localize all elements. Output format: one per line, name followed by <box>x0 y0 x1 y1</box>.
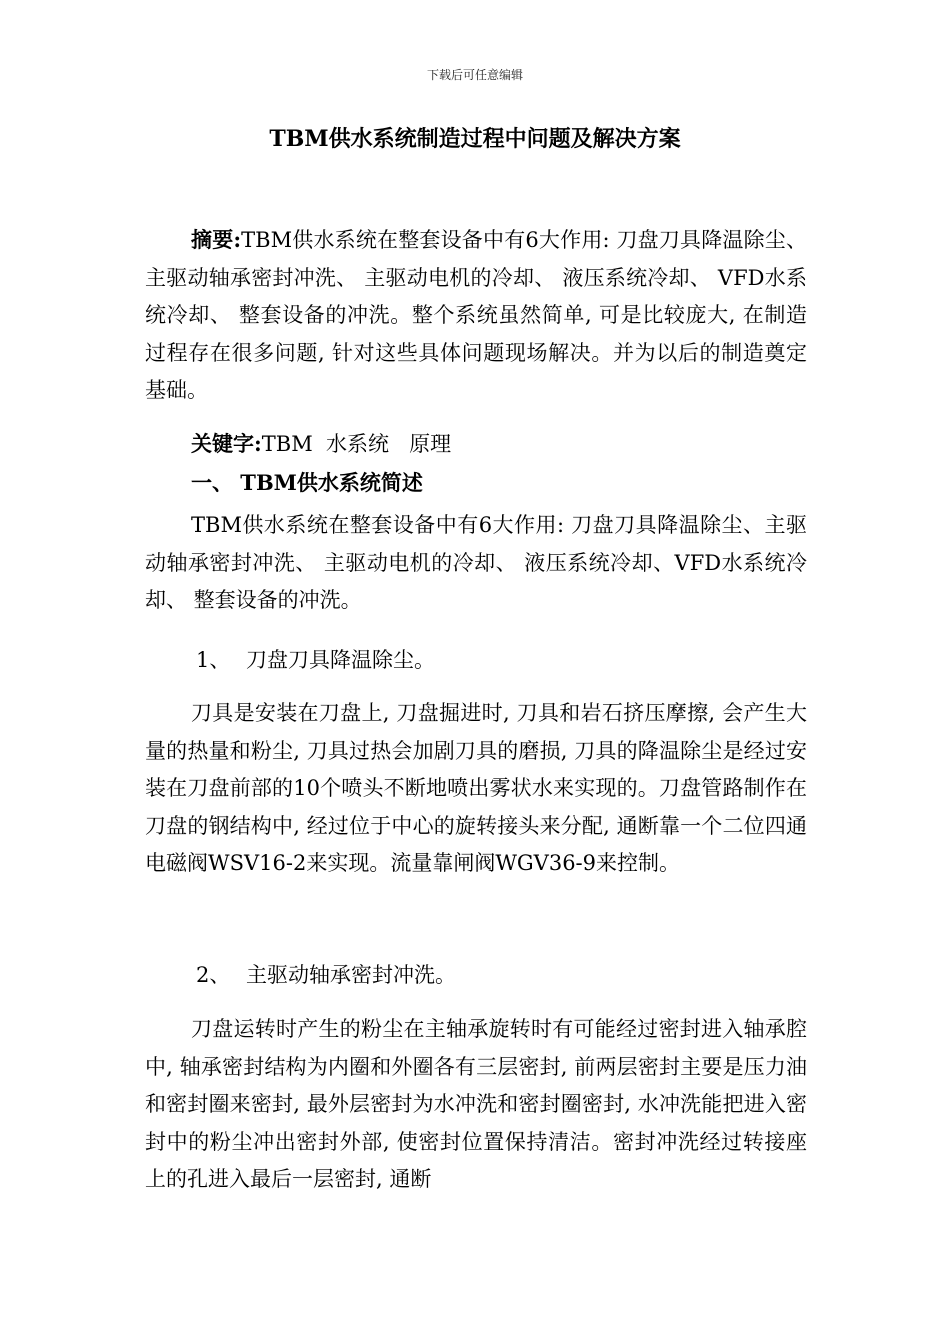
list-item-title: 主驱动轴承密封冲洗。 <box>246 963 456 987</box>
document-title: TBM供水系统制造过程中问题及解决方案 <box>269 126 681 152</box>
section-intro-paragraph: TBM供水系统在整套设备中有6大作用: 刀盘刀具降温除尘、主驱动轴承密封冲洗、 主驱动电机的冷却、 液压系统冷却、VFD水系统冷却、 整套设备的冲洗。 <box>145 513 807 612</box>
keywords-text: TBM 水系统 原理 <box>261 432 452 456</box>
list-item-number: 1、 <box>196 648 231 672</box>
list-item-heading <box>196 645 435 675</box>
keywords-label: 关键字: <box>191 431 262 456</box>
list-item-heading <box>196 960 456 990</box>
page-header-note: 下载后可任意编辑 <box>426 68 523 82</box>
section-heading: 一、 TBM供水系统简述 <box>191 470 423 495</box>
abstract-paragraph <box>145 221 807 410</box>
list-item-body: 刀盘运转时产生的粉尘在主轴承旋转时有可能经过密封进入轴承腔中, 轴承密封结构为内圈和外圈各有三层密封, 前两层密封主要是压力油和密封圈来密封, 最外层密封为水冲洗和密封圈密封, 水冲洗能把进入密封中的粉尘冲出密封外部, 使密封位置保持清洁。密封冲洗经过转接座上的孔进入最后一层密封, 通断 <box>145 1017 807 1191</box>
list-item-number: 2、 <box>196 963 231 987</box>
keywords-paragraph <box>145 425 807 464</box>
abstract-label: 摘要: <box>191 227 242 252</box>
list-item-title: 刀盘刀具降温除尘。 <box>246 648 435 672</box>
list-item-body: 刀具是安装在刀盘上, 刀盘掘进时, 刀具和岩石挤压摩擦, 会产生大量的热量和粉尘, 刀具过热会加剧刀具的磨损, 刀具的降温除尘是经过安装在刀盘前部的10个喷头不断地喷出雾状水来实现的。刀盘管路制作在刀盘的钢结构中, 经过位于中心的旋转接头来分配, 通断靠一个二位四通电磁阀WSV16-2来实现。流量靠闸阀WGV36-9来控制。 <box>145 701 807 875</box>
abstract-text: TBM供水系统在整套设备中有6大作用: 刀盘刀具降温除尘、 主驱动轴承密封冲洗、 主驱动电机的冷却、 液压系统冷却、 VFD水系统冷却、 整套设备的冲洗。整个系统虽然简单, 可是比较庞大, 在制造过程存在很多问题, 针对这些具体问题现场解决。并为以后的制造奠定基础。 <box>145 228 807 402</box>
